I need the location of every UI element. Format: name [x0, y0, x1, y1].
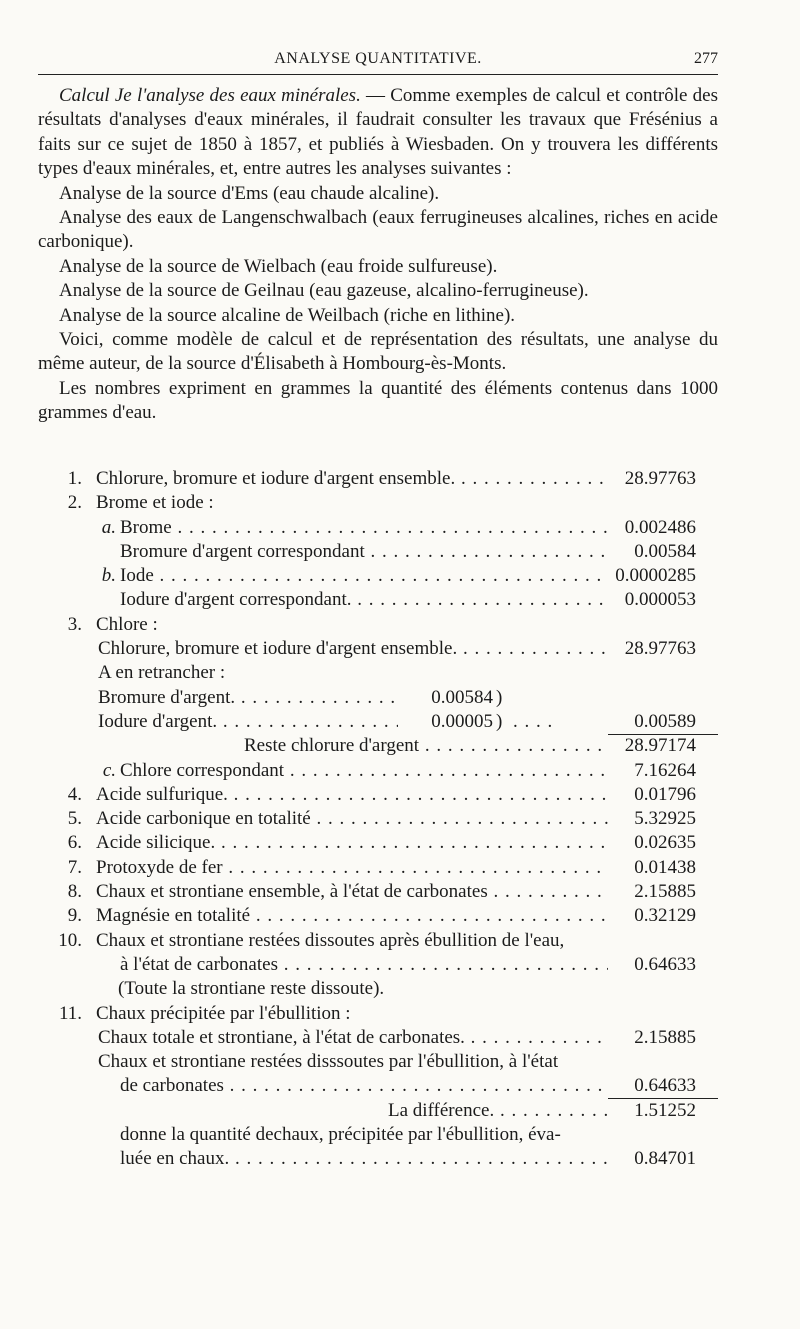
- intro-text: [38, 84, 718, 426]
- row-label: de carbonates . . .: [120, 1074, 608, 1098]
- row-value: 0.00589: [634, 710, 696, 732]
- row-value: 28.97763: [624, 468, 696, 489]
- table-row: [38, 759, 718, 783]
- table-row: [38, 516, 718, 540]
- table-row: [38, 734, 718, 758]
- row-number: 5.: [67, 808, 82, 830]
- row-value: 28.97174: [624, 735, 696, 757]
- page-number: 277: [694, 50, 718, 67]
- row-label: (Toute la strontiane reste dissoute).: [118, 978, 385, 1000]
- row-value: 7.16264: [634, 759, 696, 781]
- row-label: Chlorure, bromure et iodure d'argent ensemble. . . .: [98, 637, 608, 661]
- row-label: Chaux totale et strontiane, à l'état de carbonates. . . .: [98, 1026, 608, 1050]
- analysis-item: Analyse de la source de Geilnau (eau gazeuse, alcalino-ferrugineuse).: [59, 280, 589, 302]
- table-row: [38, 467, 718, 491]
- row-value: 0.64633: [634, 953, 696, 975]
- row-value: 0.02635: [634, 832, 696, 854]
- row-label: Bromure d'argent. . . .: [98, 686, 398, 710]
- row-number: 6.: [67, 832, 82, 854]
- row-label: Chaux précipitée par l'ébullition :: [96, 1002, 351, 1024]
- row-subvalue: 0.00005: [431, 710, 493, 732]
- running-header: [38, 50, 718, 74]
- row-label: Acide carbonique en totalité . . .: [96, 807, 608, 831]
- table-row: [38, 807, 718, 831]
- row-label: Iodure d'argent. . . .: [98, 710, 398, 734]
- row-number: 9.: [67, 905, 82, 927]
- brace-top: ): [496, 686, 503, 708]
- row-label: Protoxyde de fer . . .: [96, 856, 608, 880]
- row-label: Chlorure, bromure et iodure d'argent ensemble. . . .: [96, 467, 608, 491]
- table-row: [38, 856, 718, 880]
- row-label: Chlore correspondant . . .: [120, 759, 608, 783]
- row-value: 2.15885: [634, 1026, 696, 1048]
- sub-letter: c.: [102, 759, 116, 781]
- row-label: Reste chlorure d'argent . . .: [244, 734, 608, 758]
- table-row: [38, 637, 718, 661]
- table-row: [38, 953, 718, 977]
- table-row: [38, 831, 718, 855]
- sub-letter: b.: [101, 565, 116, 587]
- row-number: 1.: [67, 468, 82, 489]
- row-value: 0.32129: [634, 905, 696, 927]
- table-row: [38, 613, 718, 637]
- table-row: [38, 1074, 718, 1098]
- row-number: 3.: [67, 613, 82, 635]
- row-label: Iodure d'argent correspondant. . . .: [120, 588, 608, 612]
- table-row: [38, 1002, 718, 1026]
- row-number: 4.: [67, 783, 82, 805]
- row-value: 0.84701: [634, 1148, 696, 1170]
- row-value: 1.51252: [634, 1099, 696, 1121]
- row-value: 0.0000285: [615, 565, 696, 587]
- leader-dots: . . . .: [513, 710, 554, 732]
- row-number: 10.: [58, 929, 82, 951]
- row-label: donne la quantité dechaux, précipitée par l'ébullition, éva-: [120, 1124, 561, 1146]
- analysis-item: Analyse de la source alcaline de Weilbach (riche en lithine).: [59, 304, 516, 326]
- row-label: A en retrancher :: [98, 662, 226, 684]
- table-row: [38, 904, 718, 928]
- row-value: 0.01796: [634, 783, 696, 805]
- brace-bottom: ): [496, 710, 503, 732]
- row-subvalue: 0.00584: [431, 686, 493, 708]
- row-label: Acide sulfurique. . . .: [96, 783, 608, 807]
- running-title: ANALYSE QUANTITATIVE.: [274, 50, 482, 67]
- table-row: [38, 929, 718, 953]
- nombres-paragraph: Les nombres expriment en grammes la quantité des éléments contenus dans 1000 grammes d'eau.: [38, 377, 718, 424]
- row-number: 11.: [58, 1002, 82, 1024]
- row-value: 0.64633: [634, 1075, 696, 1097]
- row-sublabel: [38, 516, 116, 540]
- table-row: [38, 661, 718, 685]
- row-value: 0.01438: [634, 856, 696, 878]
- analysis-item: Analyse de la source d'Ems (eau chaude alcaline).: [59, 182, 440, 204]
- row-label: luée en chaux. . . .: [120, 1147, 608, 1171]
- row-label: Brome et iode :: [96, 492, 214, 514]
- row-sublabel: [38, 564, 116, 588]
- row-label: à l'état de carbonates . . .: [120, 953, 608, 977]
- row-number: 2.: [67, 492, 82, 514]
- row-label: Acide silicique. . . .: [96, 831, 608, 855]
- row-label: Chaux et strontiane restées dissoutes après ébullition de l'eau,: [96, 929, 565, 951]
- row-label: La différence. . . .: [388, 1099, 608, 1123]
- row-value: 0.00584: [634, 540, 696, 562]
- table-row: [38, 686, 718, 710]
- table-row: [38, 564, 718, 588]
- voici-paragraph: Voici, comme modèle de calcul et de représentation des résultats, une analyse du même auteur, de la source d'Élisabeth à Hombourg-ès-Monts.: [38, 329, 718, 375]
- table-row: [38, 1026, 718, 1050]
- row-value: 2.15885: [634, 881, 696, 903]
- row-label: Chlore :: [96, 613, 158, 635]
- row-number: 8.: [67, 881, 82, 903]
- row-value: 0.000053: [624, 589, 696, 611]
- row-label: Brome . . .: [120, 516, 608, 540]
- row-label: Bromure d'argent correspondant . . .: [120, 540, 608, 564]
- row-sublabel: [38, 759, 116, 783]
- row-label: Magnésie en totalité . . .: [96, 904, 608, 928]
- table-row: [38, 1123, 718, 1147]
- header-rule: [38, 74, 718, 75]
- row-value: 5.32925: [634, 808, 696, 830]
- row-label: Iode . . .: [120, 564, 608, 588]
- analysis-table: [38, 467, 718, 1172]
- analysis-item: Analyse des eaux de Langenschwalbach (eaux ferrugineuses alcalines, riches en acide carbonique).: [38, 207, 718, 253]
- row-value: 0.002486: [624, 516, 696, 538]
- table-row: [38, 1147, 718, 1171]
- table-row: [38, 880, 718, 904]
- row-number: 7.: [67, 856, 82, 878]
- intro-paragraph: [38, 84, 718, 182]
- row-value: 28.97763: [624, 638, 696, 660]
- table-row: [38, 540, 718, 564]
- table-row: [38, 783, 718, 807]
- table-row: [38, 491, 718, 515]
- section-lead: Calcul Je l'analyse des eaux minérales.: [59, 85, 361, 106]
- table-row: [38, 1099, 718, 1123]
- analysis-item: Analyse de la source de Wielbach (eau froide sulfureuse).: [59, 255, 498, 277]
- row-label: Chaux et strontiane ensemble, à l'état de carbonates . . .: [96, 880, 608, 904]
- intro-paragraph-text: — Comme exemples de calcul et contrôle des résultats d'analyses d'eaux minérales, il faudrait consulter les travaux que Frésénius a faits sur ce sujet de 1850 à 1857, et publiés à Wiesbaden. On y trouvera les différents types d'eaux minérales, et, entre autres les analyses suivantes :: [38, 85, 718, 180]
- row-label: Chaux et strontiane restées disssoutes par l'ébullition, à l'état: [98, 1051, 559, 1073]
- table-row: [38, 588, 718, 612]
- table-row: [38, 710, 718, 734]
- table-row: [38, 977, 718, 1001]
- table-row: [38, 1050, 718, 1074]
- sub-letter: a.: [101, 516, 116, 538]
